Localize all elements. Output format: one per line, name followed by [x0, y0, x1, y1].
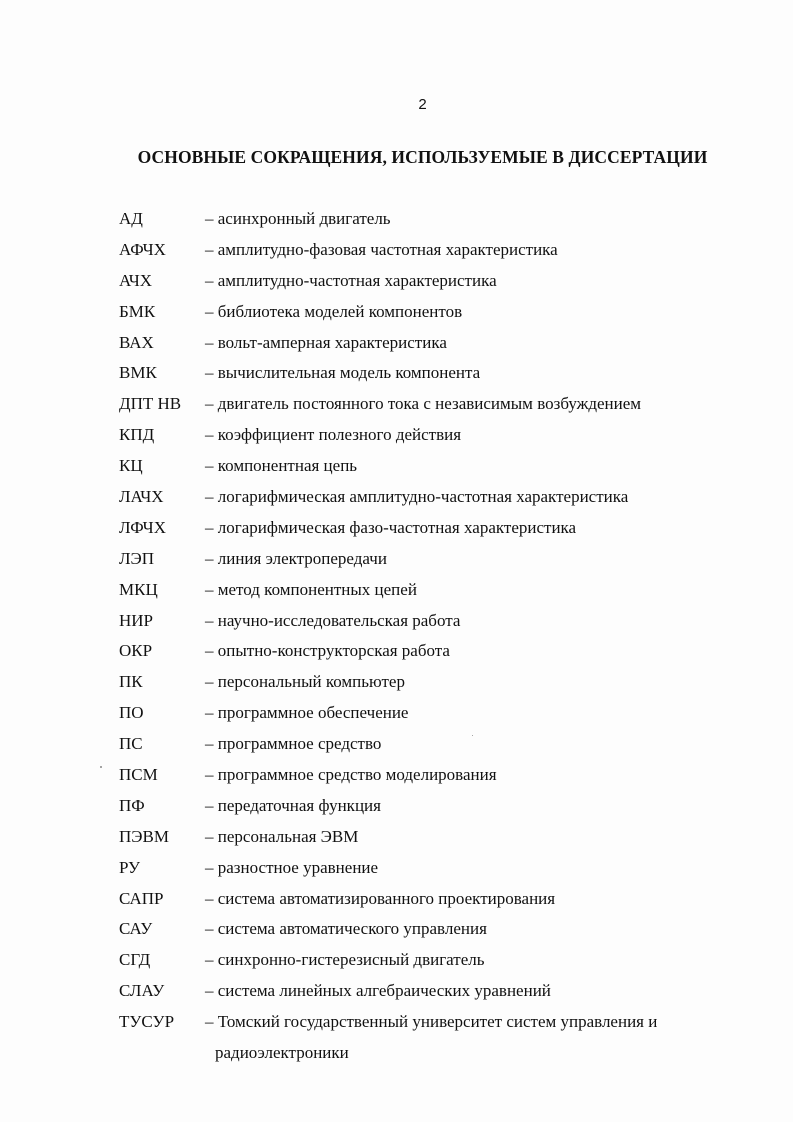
- abbreviation-term: САУ: [119, 919, 153, 939]
- scan-speck: [100, 766, 102, 768]
- list-item: [119, 482, 739, 513]
- abbreviation-description: – метод компонентных цепей: [205, 579, 417, 599]
- list-item: [119, 358, 739, 389]
- list-item: [119, 606, 739, 637]
- abbreviation-term: ПО: [119, 703, 144, 723]
- abbreviation-term: ПК: [119, 672, 143, 692]
- abbreviation-term: АД: [119, 209, 143, 228]
- abbreviation-description: – программное обеспечение: [205, 703, 409, 723]
- abbreviation-term: ВАХ: [119, 332, 154, 352]
- list-item: [119, 297, 739, 328]
- list-item: [119, 636, 739, 667]
- abbreviation-term: ВМК: [119, 363, 157, 383]
- list-item: [119, 884, 739, 915]
- list-item: [119, 451, 739, 482]
- list-item: [119, 729, 739, 760]
- list-item: [119, 1007, 739, 1038]
- abbreviation-description: – логарифмическая амплитудно-частотная характеристика: [205, 487, 629, 507]
- abbreviation-term: СГД: [119, 950, 151, 970]
- list-item: [119, 513, 739, 544]
- abbreviation-term: ЛАЧХ: [119, 487, 164, 507]
- abbreviation-description: – линия электропередачи: [205, 548, 387, 568]
- list-item: [119, 420, 739, 451]
- list-item: [119, 575, 739, 606]
- abbreviation-description: – логарифмическая фазо-частотная характеристика: [205, 517, 577, 537]
- list-item: [119, 698, 739, 729]
- list-item: [119, 760, 739, 791]
- abbreviation-description: – программное средство моделирования: [205, 765, 497, 785]
- abbreviation-list: [119, 204, 739, 1069]
- page-number: 2: [418, 96, 427, 113]
- abbreviation-description: – персональный компьютер: [205, 672, 405, 692]
- abbreviation-description-continuation: радиоэлектроники: [215, 1043, 349, 1063]
- abbreviation-description: – система линейных алгебраических уравнений: [205, 981, 551, 1001]
- abbreviation-term: АФЧХ: [119, 239, 166, 259]
- abbreviation-description: – двигатель постоянного тока с независимым возбуждением: [205, 394, 642, 414]
- abbreviation-term: САПР: [119, 888, 164, 908]
- abbreviation-term: РУ: [119, 857, 141, 877]
- abbreviation-term: АЧХ: [119, 270, 153, 290]
- list-item-continuation: [119, 1038, 739, 1069]
- abbreviation-description: – вольт-амперная характеристика: [205, 332, 447, 352]
- abbreviation-description: – амплитудно-фазовая частотная характеристика: [205, 239, 558, 259]
- list-item: [119, 822, 739, 853]
- abbreviation-description: – библиотека моделей компонентов: [205, 301, 463, 321]
- abbreviation-description: – программное средство: [205, 734, 382, 754]
- list-item: [119, 266, 739, 297]
- list-item: [119, 328, 739, 359]
- abbreviation-description: – передаточная функция: [205, 795, 381, 815]
- abbreviation-term: СЛАУ: [119, 981, 165, 1001]
- list-item: [119, 204, 739, 235]
- abbreviation-term: ЛЭП: [119, 548, 155, 568]
- list-item: [119, 389, 739, 420]
- abbreviation-term: КЦ: [119, 456, 143, 476]
- abbreviation-description: – система автоматизированного проектирования: [205, 888, 556, 908]
- abbreviation-term: ЛФЧХ: [119, 517, 166, 537]
- abbreviation-term: НИР: [119, 610, 154, 630]
- list-item: [119, 945, 739, 976]
- list-item: [119, 791, 739, 822]
- abbreviation-term: ПЭВМ: [119, 826, 169, 846]
- list-item: [119, 853, 739, 884]
- abbreviation-description: – разностное уравнение: [205, 857, 379, 877]
- list-item: [119, 667, 739, 698]
- abbreviation-term: ОКР: [119, 641, 153, 661]
- list-item: [119, 235, 739, 266]
- abbreviation-term: ПФ: [119, 795, 145, 815]
- abbreviation-description: – компонентная цепь: [205, 456, 358, 476]
- page-title: ОСНОВНЫЕ СОКРАЩЕНИЯ, ИСПОЛЬЗУЕМЫЕ В ДИССЕРТАЦИИ: [137, 147, 708, 167]
- abbreviation-term: ПСМ: [119, 765, 158, 785]
- scan-speck: [472, 735, 473, 736]
- abbreviation-description: – вычислительная модель компонента: [205, 363, 481, 383]
- abbreviation-description: – опытно-конструкторская работа: [205, 641, 450, 661]
- abbreviation-description: – амплитудно-частотная характеристика: [205, 270, 497, 290]
- abbreviation-term: ДПТ НВ: [119, 394, 182, 414]
- abbreviation-description: – система автоматического управления: [205, 919, 487, 939]
- abbreviation-term: КПД: [119, 425, 155, 445]
- list-item: [119, 914, 739, 945]
- abbreviation-description: – коэффициент полезного действия: [205, 425, 462, 445]
- abbreviation-description: – синхронно-гистерезисный двигатель: [205, 950, 485, 970]
- abbreviation-term: МКЦ: [119, 579, 158, 599]
- abbreviation-description: – персональная ЭВМ: [205, 826, 359, 846]
- list-item: [119, 976, 739, 1007]
- abbreviation-term: ТУСУР: [119, 1012, 175, 1032]
- abbreviation-term: ПС: [119, 734, 143, 754]
- list-item: [119, 544, 739, 575]
- abbreviation-term: БМК: [119, 301, 156, 321]
- abbreviation-description: – научно-исследовательская работа: [205, 610, 461, 630]
- abbreviation-description: – Томский государственный университет систем управления и: [205, 1012, 658, 1032]
- abbreviation-description: – асинхронный двигатель: [205, 209, 391, 228]
